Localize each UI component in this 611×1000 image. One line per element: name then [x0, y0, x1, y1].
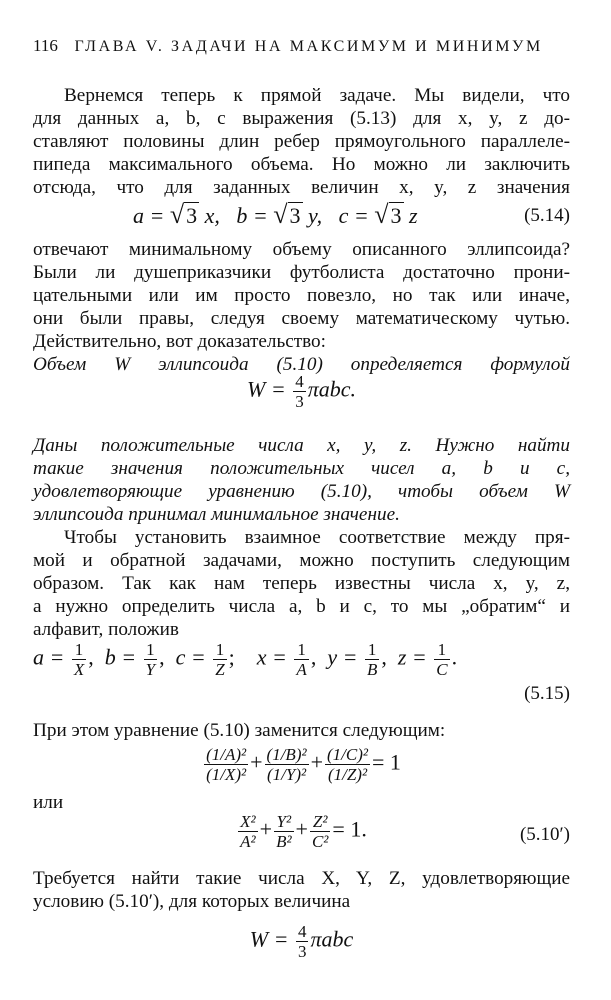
running-header: [33, 36, 578, 56]
text-line: Требуется найти такие числа X, Y, Z, удовлетворяющие: [33, 868, 570, 889]
text-line: а нужно определить числа a, b и c, то мы „обратим“ и: [33, 596, 570, 617]
text-line: условию (5.10′), для которых величина: [33, 891, 351, 912]
volume-formula-final: W = $\frac{4}{3}$ πabc: [249, 922, 354, 961]
chapter-title: ГЛАВА V. ЗАДАЧИ НА МАКСИМУМ И МИНИМУМ: [74, 38, 543, 55]
text-line: алфавит, положив: [33, 619, 179, 640]
text-line: отвечают минимальному объему описанного эллипсоида?: [33, 239, 570, 260]
text-line: они были правы, следуя своему математическому чутью.: [33, 308, 570, 329]
text-line: Действительно, вот доказательство:: [33, 331, 326, 352]
theorem-line: Объем W эллипсоида (5.10) определяется формулой: [33, 354, 570, 375]
equation-replaced: $\frac{\text{(1/A)²}}{\text{(1/X)²}}$ + $\frac{\text{(1/B)²}}{\text{(1/Y)²}}$ + $\frac{\text{(1/C)²}}{\text{(1/Z)²}}$ = 1: [206, 745, 401, 784]
text-line: образом. Так как нам теперь известны числа x, y, z,: [33, 573, 570, 594]
text-line: пипеда максимального объема. Но можно ли заключить: [33, 154, 570, 175]
problem-line: удовлетворяющие уравнению (5.10), чтобы объем W: [33, 481, 570, 502]
text-line: мой и обратной задачами, можно поступить следующим: [33, 550, 570, 571]
text-line: цательными или им просто повезло, но так или иначе,: [33, 285, 570, 306]
problem-line: такие значения положительных чисел a, b и c,: [33, 458, 570, 479]
problem-line: Даны положительные числа x, y, z. Нужно найти: [33, 435, 570, 456]
text-line: Вернемся теперь к прямой задаче. Мы видели, что: [64, 85, 570, 106]
text-line: для данных a, b, c выражения (5.13) для x, y, z до-: [33, 108, 570, 129]
text-line: Были ли душеприказчики футболиста достаточно прони-: [33, 262, 570, 283]
text-line: ставляют половины длин ребер прямоугольного параллеле-: [33, 131, 570, 152]
text-line: или: [33, 792, 64, 813]
equation-number: (5.10′): [519, 824, 570, 845]
equation-number: (5.14): [524, 205, 570, 226]
text-line: При этом уравнение (5.10) заменится следующим:: [33, 720, 446, 741]
volume-formula: W = $\frac{4}{3}$ πabc.: [247, 372, 356, 411]
equation-5-10-prime: $\frac{\text{X²}}{\text{A²}}$ + $\frac{\text{Y²}}{\text{B²}}$ + $\frac{\text{Z²}}{\text{C²}}$ = 1.: [240, 812, 367, 851]
equation-5-14: a = √3 x, b = √3 y, c = √3 z: [133, 200, 418, 229]
equation-5-15: a = $\frac{1}{X}$ , b = $\frac{1}{Y}$ , c = $\frac{1}{Z}$ ; x = $\frac{1}{A}$ , y = $\frac{1}{B}$ , z = $\frac{1}{C}$ .: [33, 640, 458, 679]
problem-line: эллипсоида принимал минимальное значение.: [33, 504, 400, 525]
text-line: отсюда, что для заданных величин x, y, z значения: [33, 177, 570, 198]
page-number: 116: [33, 36, 58, 55]
equation-number: (5.15): [524, 683, 570, 704]
text-line: Чтобы установить взаимное соответствие между пря-: [64, 527, 570, 548]
